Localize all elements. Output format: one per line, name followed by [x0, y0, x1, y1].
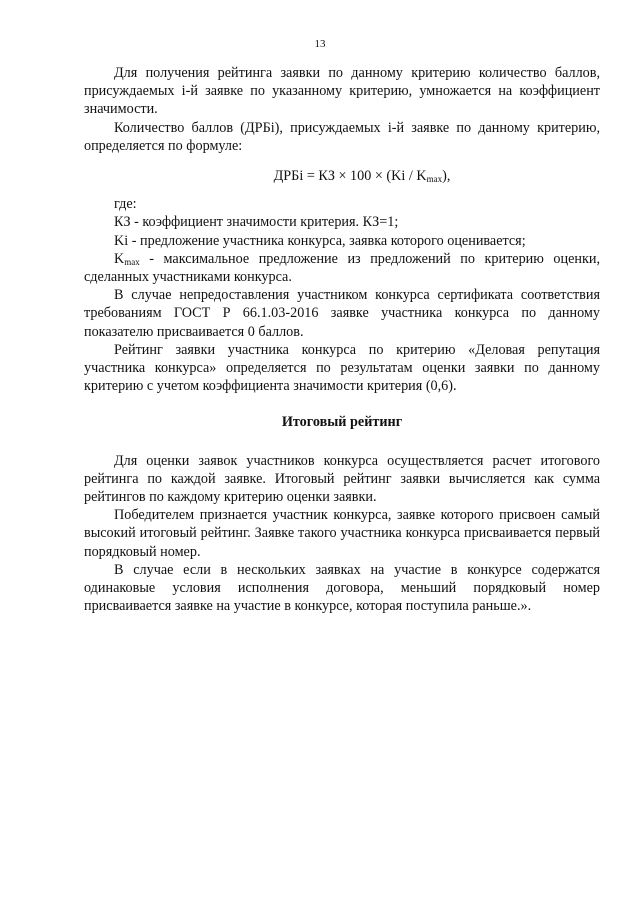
definition-kmax-symbol: K [114, 250, 125, 267]
definition-kmax [84, 250, 600, 286]
paragraph-rating-method: Для получения рейтинга заявки по данному критерию количество баллов, присуждаемых i-й заявке по указанному критерию, умножается на коэффициент значимости. [84, 65, 600, 118]
paragraph-certificate: В случае непредоставления участником конкурса сертификата соответствия требованиям ГОСТ Р 66.1.03-2016 заявке участника конкурса по данному показателю присваивается 0 баллов. [84, 287, 600, 340]
paragraph-winner: Победителем признается участник конкурса, заявке которого присвоен самый высокий итоговый рейтинг. Заявке такого участника конкурса присваивается первый порядковый номер. [84, 507, 600, 560]
formula-subscript: max [426, 174, 443, 185]
definition-ki: Ki - предложение участника конкурса, заявка которого оценивается; [114, 232, 526, 249]
formula [84, 167, 600, 185]
where-label: где: [114, 196, 137, 213]
definition-kz: КЗ - коэффициент значимости критерия. КЗ=1; [114, 214, 399, 231]
definition-kmax-text: - максимальное предложение из предложений по критерию оценки, сделанных участниками конкурса. [84, 250, 600, 286]
page-number: 13 [314, 38, 326, 50]
section-heading: Итоговый рейтинг [281, 414, 403, 431]
document-body [84, 64, 600, 615]
paragraph-total-rating: Для оценки заявок участников конкурса осуществляется расчет итогового рейтинга по каждой заявке. Итоговый рейтинг заявки вычисляется как сумма рейтингов по каждому критерию оценки заявки. [84, 452, 600, 506]
paragraph-tie-break: В случае если в нескольких заявках на участие в конкурсе содержатся одинаковые условия исполнения договора, меньший порядковый номер присваивается заявке на участие в конкурсе, которая поступила раньше.». [84, 561, 600, 615]
formula-left: ДРБi = КЗ × 100 × (Ki / K [273, 168, 427, 185]
paragraph-reputation: Рейтинг заявки участника конкурса по критерию «Деловая репутация участника конкурса» определяется по результатам оценки заявки по данному критерию с учетом коэффициента значимости критерия (0,6). [84, 341, 600, 395]
formula-right: ), [442, 168, 451, 185]
paragraph-score-formula-intro: Количество баллов (ДРБi), присуждаемых i-й заявке по данному критерию, определяется по формуле: [84, 119, 600, 154]
definition-kmax-subscript: max [124, 256, 140, 267]
